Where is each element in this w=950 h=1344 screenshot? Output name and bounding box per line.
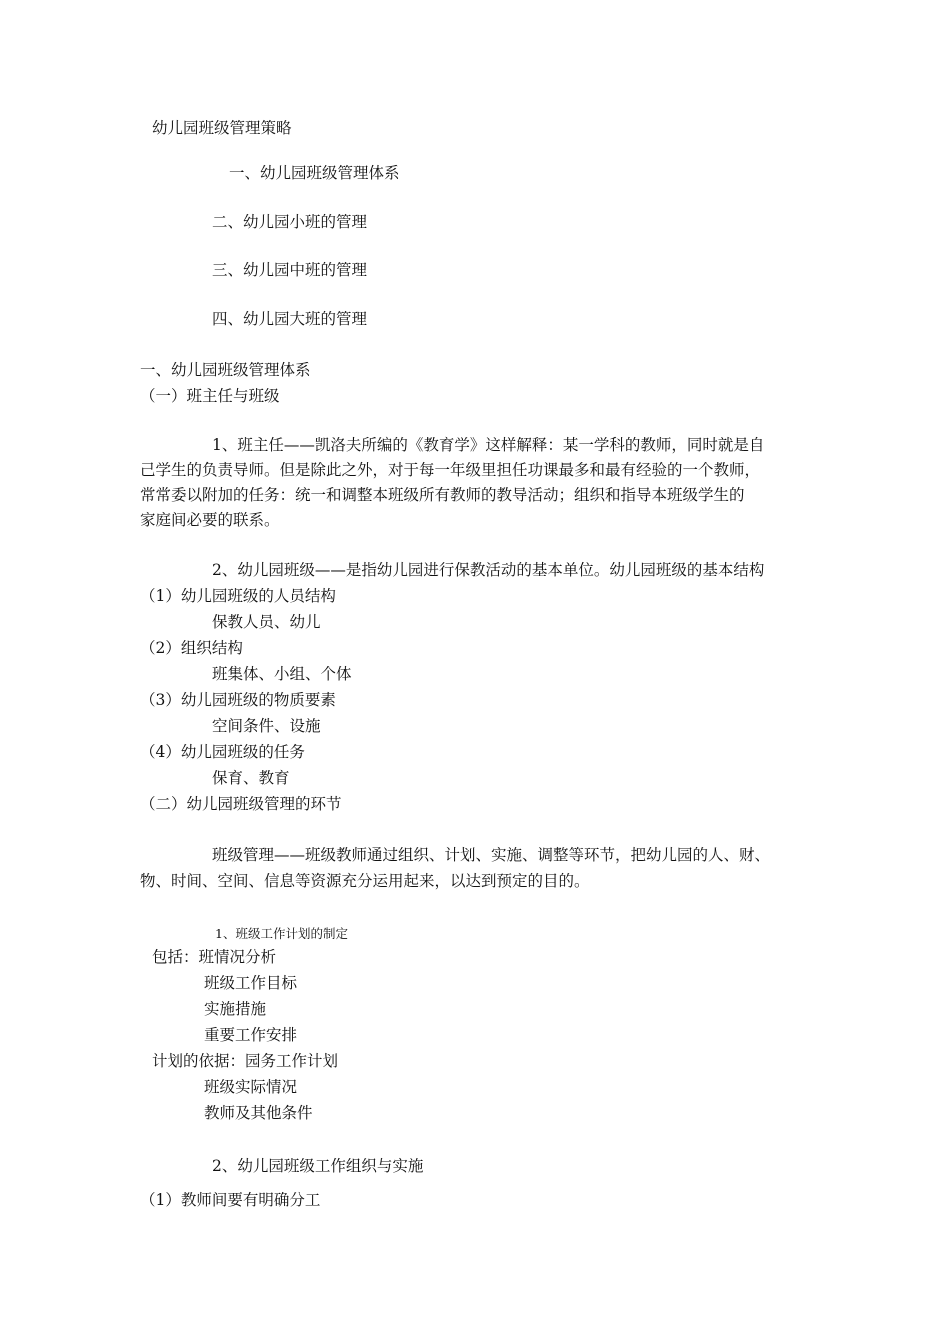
subsection-heading: （一）班主任与班级 [140,387,280,405]
doc-title: 幼儿园班级管理策略 [152,119,292,137]
paragraph-line: 物、时间、空间、信息等资源充分运用起来，以达到预定的目的。 [140,872,590,890]
structure-detail: 空间条件、设施 [212,717,321,735]
structure-item: （1）幼儿园班级的人员结构 [140,587,336,605]
section-heading: 一、幼儿园班级管理体系 [140,361,311,379]
structure-item: （4）幼儿园班级的任务 [140,743,305,761]
structure-detail: 保育、教育 [212,769,290,787]
plan-line: 班级实际情况 [204,1078,298,1096]
toc-item-4: 四、幼儿园大班的管理 [212,310,368,328]
paragraph-line: 班级管理——班级教师通过组织、计划、实施、调整等环节，把幼儿园的人、财、 [212,846,771,864]
paragraph-line: 家庭间必要的联系。 [140,511,280,529]
toc-item-2: 二、幼儿园小班的管理 [212,213,368,231]
plan-line: 教师及其他条件 [204,1104,313,1122]
structure-item: （2）组织结构 [140,639,243,657]
toc-item-3: 三、幼儿园中班的管理 [212,261,368,279]
paragraph-line: 2、幼儿园班级——是指幼儿园进行保教活动的基本单位。幼儿园班级的基本结构 [212,561,765,579]
plan-line: 重要工作安排 [204,1026,298,1044]
structure-item: （3）幼儿园班级的物质要素 [140,691,336,709]
plan-line: 实施措施 [204,1000,267,1018]
plan-line: 包括：班情况分析 [152,948,277,966]
impl-item: （1）教师间要有明确分工 [140,1191,321,1209]
paragraph-line: 己学生的负责导师。但是除此之外，对于每一年级里担任功课最多和最有经验的一个教师， [140,461,761,479]
paragraph-line: 常常委以附加的任务：统一和调整本班级所有教师的教导活动；组织和指导本班级学生的 [140,486,745,504]
paragraph-line: 1、班主任——凯洛夫所编的《教育学》这样解释：某一学科的教师，同时就是自 [212,436,765,454]
plan-line: 计划的依据：园务工作计划 [152,1052,339,1070]
toc-item-1: 一、幼儿园班级管理体系 [229,164,400,182]
plan-heading: 1、班级工作计划的制定 [215,926,348,941]
subsection-heading: （二）幼儿园班级管理的环节 [140,795,342,813]
plan-line: 班级工作目标 [204,974,298,992]
impl-heading: 2、幼儿园班级工作组织与实施 [212,1157,424,1175]
structure-detail: 班集体、小组、个体 [212,665,352,683]
structure-detail: 保教人员、幼儿 [212,613,321,631]
